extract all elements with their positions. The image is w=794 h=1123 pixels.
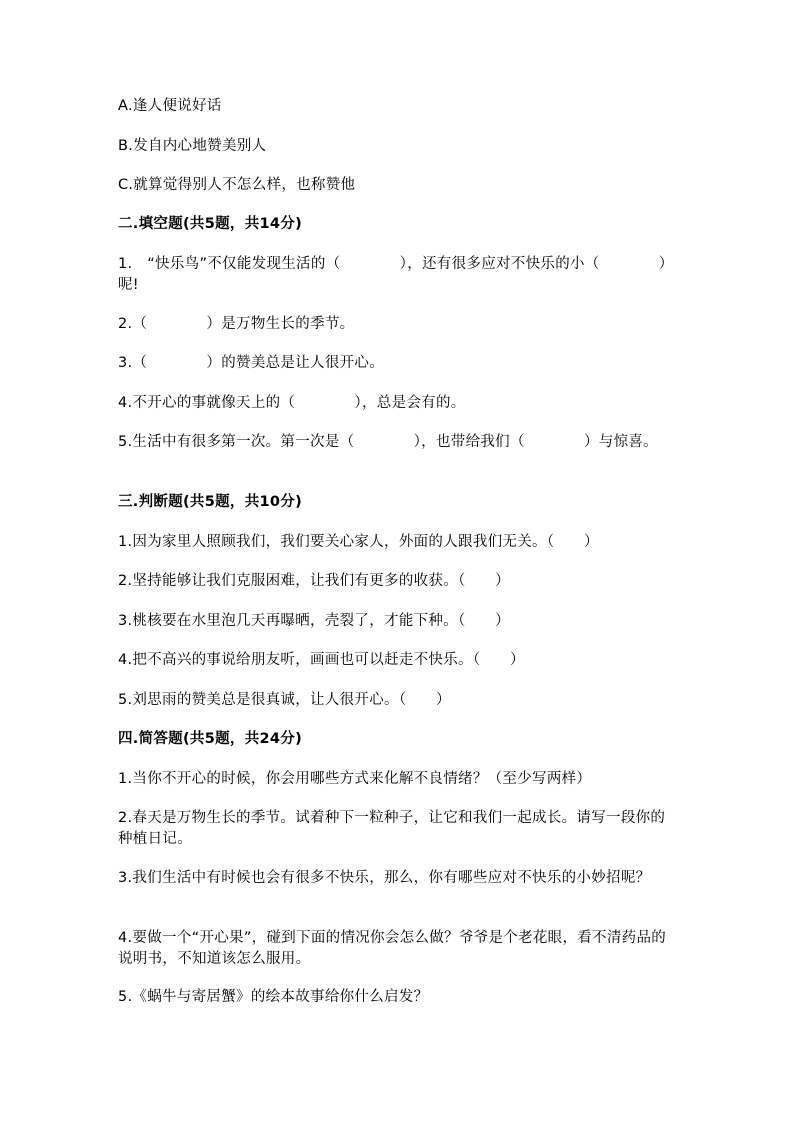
fill-blank-question-5: 5.生活中有很多第一次。第一次是（ ），也带给我们（ ）与惊喜。 [118, 434, 658, 450]
short-answer-question-2: 2.春天是万物生长的季节。试着种下一粒种子，让它和我们一起成长。请写一段你的种植日记。 [118, 810, 666, 847]
option-c: C.就算觉得别人不怎么样，也称赞他 [118, 177, 356, 193]
short-answer-question-1: 1.当你不开心的时候，你会用哪些方式来化解不良情绪？（至少写两样） [118, 771, 592, 787]
true-false-question-2: 2.坚持能够让我们克服困难，让我们有更多的收获。（ ） [118, 573, 510, 589]
fill-blank-question-4: 4.不开心的事就像天上的（ ），总是会有的。 [118, 395, 466, 411]
section-true-false-title: 三.判断题(共5题，共10分) [118, 494, 303, 510]
true-false-question-1: 1.因为家里人照顾我们，我们要关心家人，外面的人跟我们无关。（ ） [118, 534, 599, 550]
section-short-answer-title: 四.简答题(共5题，共24分) [118, 731, 303, 747]
fill-blank-question-1: 1. “快乐鸟”不仅能发现生活的（ ），还有很多应对不快乐的小（ ）呢! [118, 256, 674, 293]
option-a: A.逢人便说好话 [118, 98, 222, 114]
short-answer-question-5: 5.《蜗牛与寄居蟹》的绘本故事给你什么启发？ [118, 989, 429, 1005]
fill-blank-question-3: 3.（ ）的赞美总是让人很开心。 [118, 355, 385, 371]
short-answer-question-4: 4.要做一个“开心果”，碰到下面的情况你会怎么做？爷爷是个老花眼，看不清药品的说明书，不知道该怎么服用。 [118, 930, 667, 967]
fill-blank-question-2: 2.（ ）是万物生长的季节。 [118, 316, 355, 332]
option-b: B.发自内心地赞美别人 [118, 138, 267, 154]
true-false-question-3: 3.桃核要在水里泡几天再曝晒，壳裂了，才能下种。（ ） [118, 613, 510, 629]
true-false-question-4: 4.把不高兴的事说给朋友听，画画也可以赶走不快乐。（ ） [118, 652, 525, 668]
true-false-question-5: 5.刘思雨的赞美总是很真诚，让人很开心。（ ） [118, 692, 451, 708]
short-answer-question-3: 3.我们生活中有时候也会有很多不快乐，那么，你有哪些应对不快乐的小妙招呢？ [118, 870, 651, 886]
section-fill-blank-title: 二.填空题(共5题，共14分) [118, 216, 303, 232]
